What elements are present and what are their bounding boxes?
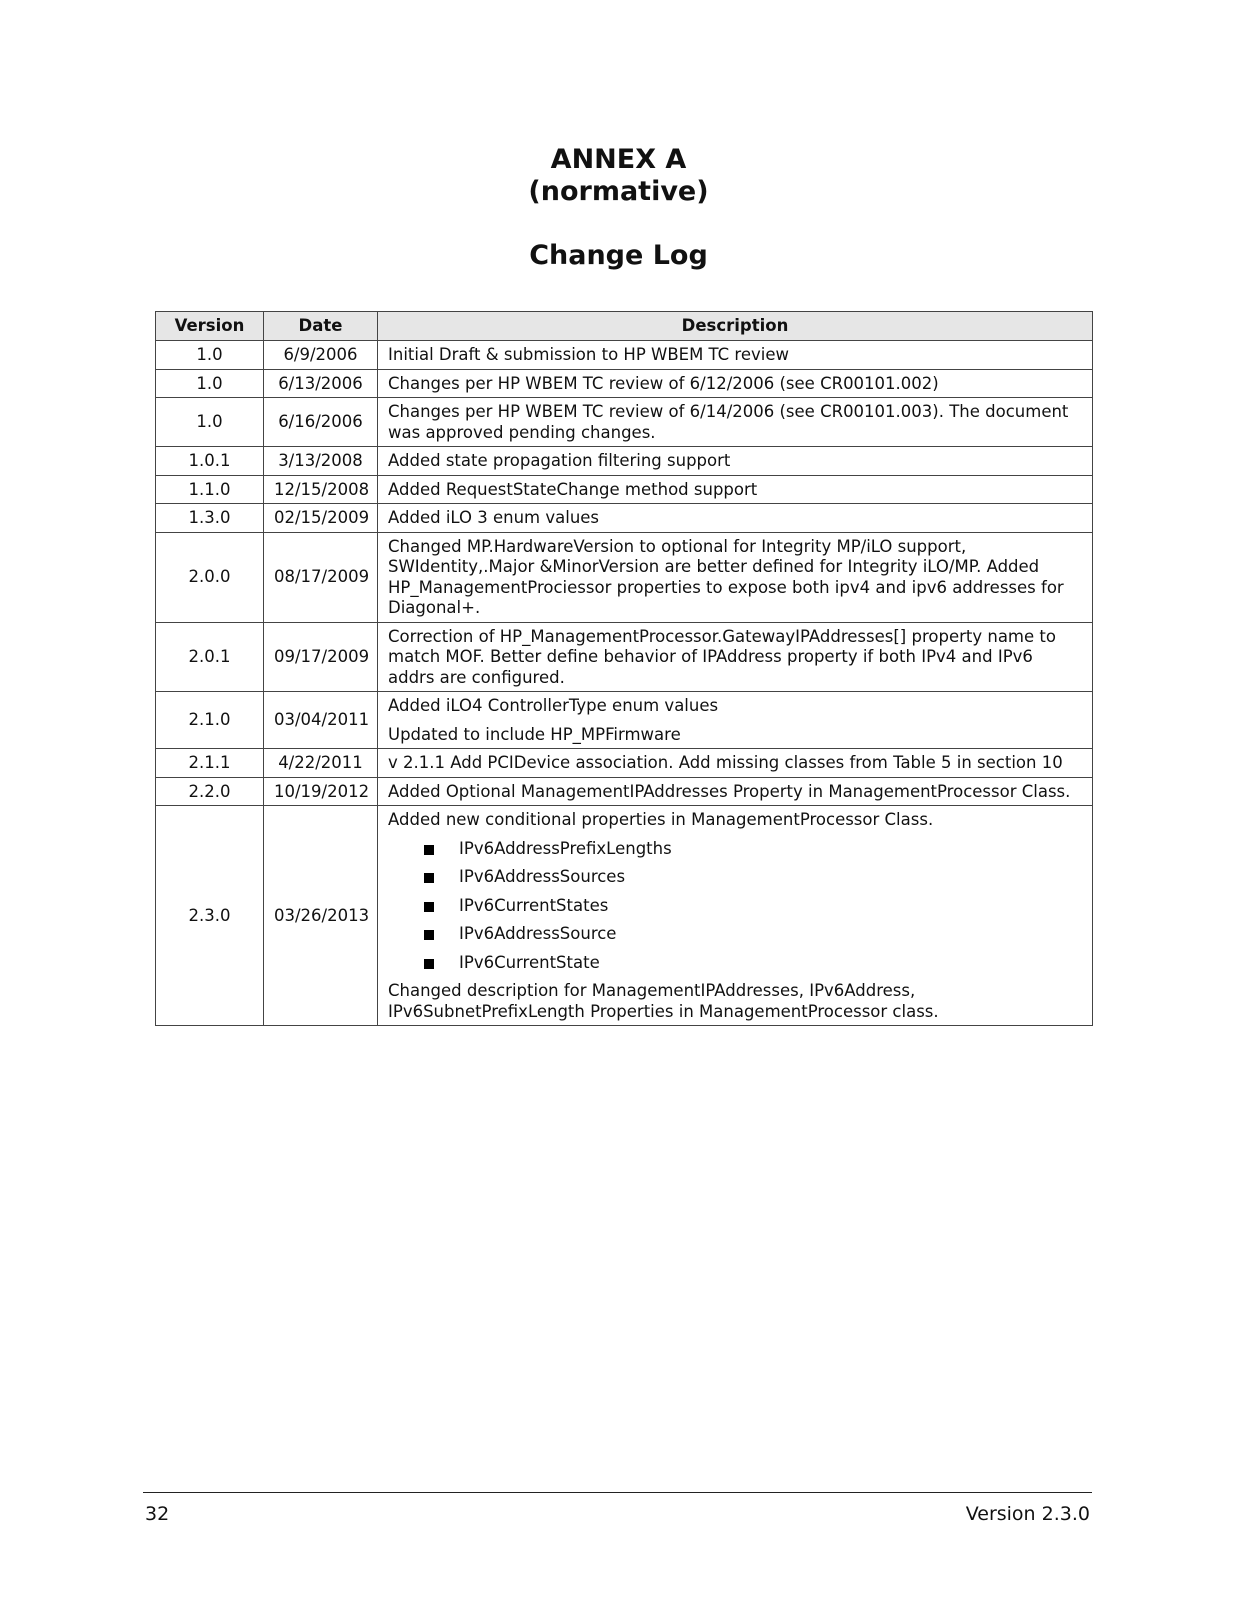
description-text: Added iLO 3 enum values	[388, 508, 600, 527]
description-text: Added iLO4 ControllerType enum values	[388, 696, 719, 715]
list-item	[424, 839, 1082, 860]
date-cell: 09/17/2009	[264, 622, 378, 692]
version-cell: 1.0.1	[156, 447, 264, 476]
date-cell: 10/19/2012	[264, 777, 378, 806]
date-cell: 12/15/2008	[264, 475, 378, 504]
description-cell	[378, 369, 1093, 398]
date-cell: 03/04/2011	[264, 692, 378, 749]
description-cell	[378, 341, 1093, 370]
description-text: Added state propagation filtering support	[388, 451, 731, 470]
footer-divider	[143, 1492, 1092, 1493]
table-row	[156, 475, 1093, 504]
description-text: v 2.1.1 Add PCIDevice association. Add missing classes from Table 5 in section 10	[388, 753, 1063, 772]
table-row	[156, 341, 1093, 370]
table-row	[156, 447, 1093, 476]
annex-title: ANNEX A	[550, 144, 687, 175]
description-cell	[378, 398, 1093, 447]
version-cell: 2.0.0	[156, 532, 264, 622]
description-text: Changes per HP WBEM TC review of 6/14/2006 (see CR00101.003). The document was approved pending changes.	[388, 402, 1069, 442]
date-cell: 4/22/2011	[264, 749, 378, 778]
description-cell	[378, 622, 1093, 692]
date-cell: 08/17/2009	[264, 532, 378, 622]
bullet-text: IPv6CurrentStates	[459, 895, 609, 915]
date-cell: 6/13/2006	[264, 369, 378, 398]
description-cell	[378, 777, 1093, 806]
property-bullet-list	[388, 839, 1082, 974]
description-cell	[378, 692, 1093, 749]
table-row	[156, 369, 1093, 398]
description-cell	[378, 806, 1093, 1026]
description-text: Changed MP.HardwareVersion to optional for Integrity MP/iLO support, SWIdentity,.Major &MinorVersion are better defined for Integrity iLO/MP. Added HP_ManagementProciessor properties to expose both ipv4 and ipv6 addresses for Diagonal+.	[388, 536, 1064, 617]
bullet-text: IPv6AddressSources	[459, 867, 626, 886]
description-cell	[378, 749, 1093, 778]
square-bullet-icon	[424, 930, 434, 940]
annex-subtitle: (normative)	[528, 176, 709, 207]
table-row	[156, 806, 1093, 1026]
version-cell: 2.1.0	[156, 692, 264, 749]
table-row	[156, 504, 1093, 533]
version-cell: 1.0	[156, 369, 264, 398]
description-cell	[378, 447, 1093, 476]
description-outro: Changed description for ManagementIPAddresses, IPv6Address, IPv6SubnetPrefixLength Properties in ManagementProcessor class.	[388, 981, 939, 1021]
table-row	[156, 532, 1093, 622]
description-text: Initial Draft & submission to HP WBEM TC review	[388, 345, 790, 364]
square-bullet-icon	[424, 902, 434, 912]
description-text: Added RequestStateChange method support	[388, 479, 758, 499]
description-text: Correction of HP_ManagementProcessor.GatewayIPAddresses[] property name to match MOF. Better define behavior of IPAddress property if both IPv4 and IPv6 addrs are configured.	[388, 626, 1056, 687]
version-cell: 1.1.0	[156, 475, 264, 504]
list-item	[424, 924, 1082, 945]
bullet-text: IPv6CurrentState	[459, 952, 600, 972]
page-number: 32	[145, 1503, 170, 1525]
date-cell: 6/9/2006	[264, 341, 378, 370]
description-cell	[378, 475, 1093, 504]
section-title: Change Log	[529, 240, 708, 271]
change-log-table	[155, 311, 1093, 1026]
table-row	[156, 692, 1093, 749]
square-bullet-icon	[424, 845, 434, 855]
version-cell: 1.0	[156, 341, 264, 370]
version-cell: 2.2.0	[156, 777, 264, 806]
date-cell: 02/15/2009	[264, 504, 378, 533]
description-intro: Added new conditional properties in ManagementProcessor Class.	[388, 810, 934, 829]
date-cell: 6/16/2006	[264, 398, 378, 447]
list-item	[424, 953, 1082, 974]
bullet-text: IPv6AddressPrefixLengths	[459, 838, 672, 858]
version-cell: 2.3.0	[156, 806, 264, 1026]
list-item	[424, 896, 1082, 917]
version-cell: 1.3.0	[156, 504, 264, 533]
square-bullet-icon	[424, 873, 434, 883]
table-row	[156, 398, 1093, 447]
description-cell	[378, 532, 1093, 622]
description-text: Changes per HP WBEM TC review of 6/12/2006 (see CR00101.002)	[388, 373, 939, 393]
description-text: Updated to include HP_MPFirmware	[388, 724, 681, 744]
date-cell: 03/26/2013	[264, 806, 378, 1026]
bullet-text: IPv6AddressSource	[459, 924, 617, 943]
table-header-row	[156, 312, 1093, 341]
table-row	[156, 749, 1093, 778]
column-header-date: Date	[264, 312, 378, 341]
column-header-version: Version	[156, 312, 264, 341]
change-log-body	[156, 341, 1093, 1026]
table-row	[156, 777, 1093, 806]
description-cell	[378, 504, 1093, 533]
description-text: Added Optional ManagementIPAddresses Property in ManagementProcessor Class.	[388, 781, 1071, 801]
table-row	[156, 622, 1093, 692]
version-cell: 2.1.1	[156, 749, 264, 778]
date-cell: 3/13/2008	[264, 447, 378, 476]
square-bullet-icon	[424, 959, 434, 969]
column-header-description: Description	[378, 312, 1093, 341]
version-cell: 1.0	[156, 398, 264, 447]
list-item	[424, 867, 1082, 888]
version-cell: 2.0.1	[156, 622, 264, 692]
document-version: Version 2.3.0	[965, 1503, 1090, 1525]
